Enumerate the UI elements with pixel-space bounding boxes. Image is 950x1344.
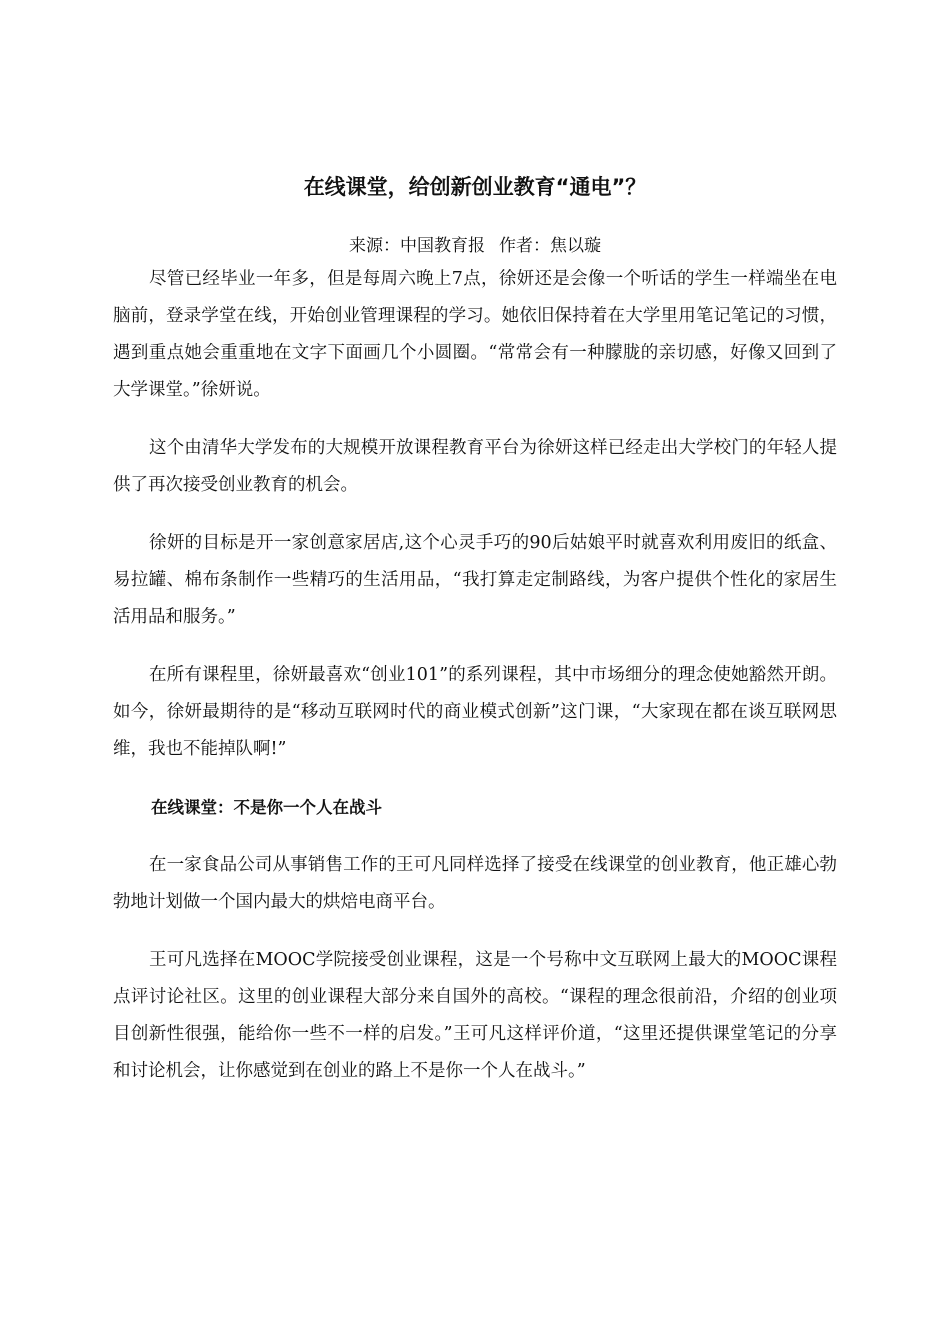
source-label: 来源：中国教育报 xyxy=(349,236,485,256)
paragraph: 徐妍的目标是开一家创意家居店,这个心灵手巧的90后姑娘平时就喜欢利用废旧的纸盒、易拉罐、棉布条制作一些精巧的生活用品，“我打算走定制路线，为客户提供个性化的家居生活用品和服务。” xyxy=(113,533,837,627)
paragraph: 王可凡选择在MOOC学院接受创业课程，这是一个号称中文互联网上最大的MOOC课程点评讨论社区。这里的创业课程大部分来自国外的高校。“课程的理念很前沿，介绍的创业项目创新性很强，能给你一些不一样的启发。”王可凡这样评价道，“这里还提供课堂笔记的分享和讨论机会，让你感觉到在创业的路上不是你一个人在战斗。” xyxy=(113,950,837,1081)
paragraph: 在一家食品公司从事销售工作的王可凡同样选择了接受在线课堂的创业教育，他正雄心勃勃地计划做一个国内最大的烘焙电商平台。 xyxy=(113,855,837,912)
paragraph: 尽管已经毕业一年多，但是每周六晚上7点，徐妍还是会像一个听话的学生一样端坐在电脑前，登录学堂在线，开始创业管理课程的学习。她依旧保持着在大学里用笔记笔记的习惯，遇到重点她会重重地在文字下面画几个小圆圈。“常常会有一种朦胧的亲切感，好像又回到了大学课堂。”徐妍说。 xyxy=(113,269,837,400)
article-byline xyxy=(0,233,950,259)
section-subheading: 在线课堂：不是你一个人在战斗 xyxy=(151,798,382,817)
article-title: 在线课堂，给创新创业教育“通电”？ xyxy=(303,175,647,199)
article-body xyxy=(113,261,837,1111)
author-label: 作者：焦以璇 xyxy=(499,236,601,256)
paragraph: 这个由清华大学发布的大规模开放课程教育平台为徐妍这样已经走出大学校门的年轻人提供了再次接受创业教育的机会。 xyxy=(113,438,837,495)
paragraph: 在所有课程里，徐妍最喜欢“创业101”的系列课程，其中市场细分的理念使她豁然开朗。如今，徐妍最期待的是“移动互联网时代的商业模式创新”这门课，“大家现在都在谈互联网思维，我也不能掉队啊!” xyxy=(113,665,837,759)
